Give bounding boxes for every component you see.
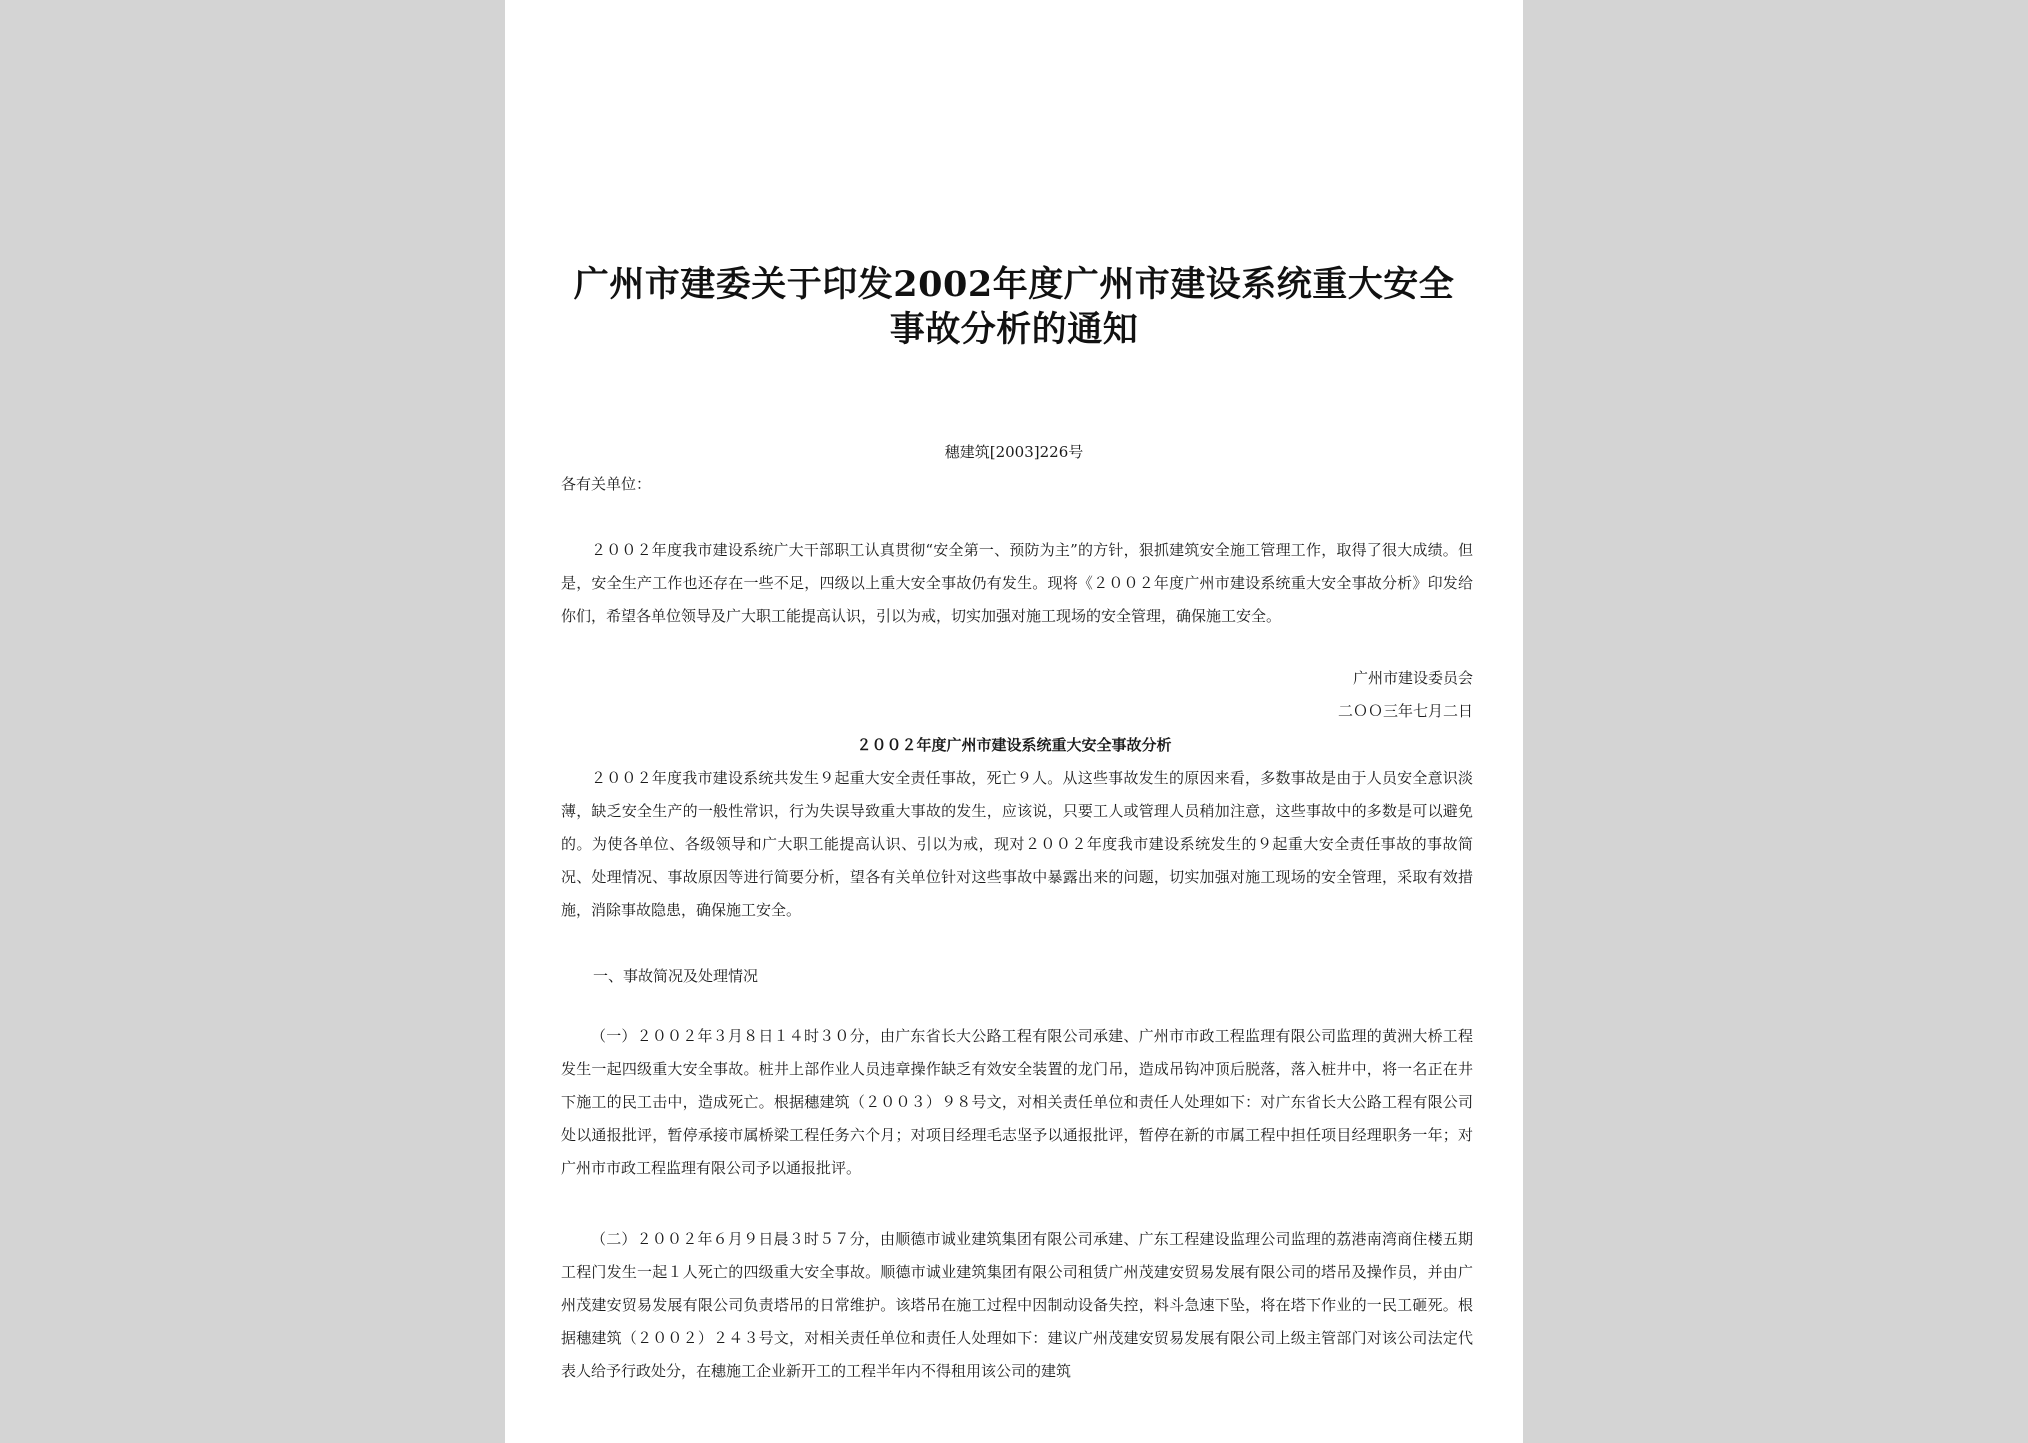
document-number: 穗建筑[2003]226号 [944,443,1084,461]
analysis-title: ２００２年度广州市建设系统重大安全事故分析 [856,736,1172,754]
issue-date: 二ＯＯ三年七月二日 [1337,702,1473,720]
title-line-2: 事故分析的通知 [889,309,1139,350]
section-heading: 一、事故简况及处理情况 [593,967,759,985]
document-title [545,262,1483,352]
accident-1-paragraph: （一）２００２年３月８日１４时３０分，由广东省长大公路工程有限公司承建、广州市市政工程监理有限公司监理的黄洲大桥工程发生一起四级重大安全事故。桩井上部作业人员违章操作缺乏有效安全装置的龙门吊，造成吊钩冲顶后脱落，落入桩井中，将一名正在井下施工的民工击中，造成死亡。根据穗建筑（２００３）９８号文，对相关责任单位和责任人处理如下：对广东省长大公路工程有限公司处以通报批评，暂停承接市属桥梁工程任务六个月；对项目经理毛志坚予以通报批评，暂停在新的市属工程中担任项目经理职务一年；对广州市市政工程监理有限公司予以通报批评。 [561,1027,1473,1177]
analysis-intro-paragraph: ２００２年度我市建设系统共发生９起重大安全责任事故，死亡９人。从这些事故发生的原因来看，多数事故是由于人员安全意识淡薄，缺乏安全生产的一般性常识，行为失误导致重大事故的发生，应该说，只要工人或管理人员稍加注意，这些事故中的多数是可以避免的。为使各单位、各级领导和广大职工能提高认识、引以为戒，现对２００２年度我市建设系统发生的９起重大安全责任事故的事故简况、处理情况、事故原因等进行简要分析，望各有关单位针对这些事故中暴露出来的问题，切实加强对施工现场的安全管理，采取有效措施，消除事故隐患，确保施工安全。 [561,769,1473,919]
notice-paragraph: ２００２年度我市建设系统广大干部职工认真贯彻“安全第一、预防为主”的方针，狠抓建筑安全施工管理工作，取得了很大成绩。但是，安全生产工作也还存在一些不足，四级以上重大安全事故仍有发生。现将《２００２年度广州市建设系统重大安全事故分析》印发给你们，希望各单位领导及广大职工能提高认识，引以为戒，切实加强对施工现场的安全管理，确保施工安全。 [561,541,1473,625]
issuing-authority: 广州市建设委员会 [1352,669,1473,687]
title-line-1: 广州市建委关于印发2002年度广州市建设系统重大安全 [573,264,1455,305]
document-page [505,0,1523,1443]
accident-2-paragraph: （二）２００２年６月９日晨３时５７分，由顺德市诚业建筑集团有限公司承建、广东工程建设监理公司监理的荔港南湾商住楼五期工程门发生一起１人死亡的四级重大安全事故。顺德市诚业建筑集团有限公司租赁广州茂建安贸易发展有限公司的塔吊及操作员，并由广州茂建安贸易发展有限公司负责塔吊的日常维护。该塔吊在施工过程中因制动设备失控，料斗急速下坠，将在塔下作业的一民工砸死。根据穗建筑（２００２）２４３号文，对相关责任单位和责任人处理如下：建议广州茂建安贸易发展有限公司上级主管部门对该公司法定代表人给予行政处分，在穗施工企业新开工的工程半年内不得租用该公司的建筑 [561,1230,1473,1380]
salutation: 各有关单位： [561,475,652,493]
